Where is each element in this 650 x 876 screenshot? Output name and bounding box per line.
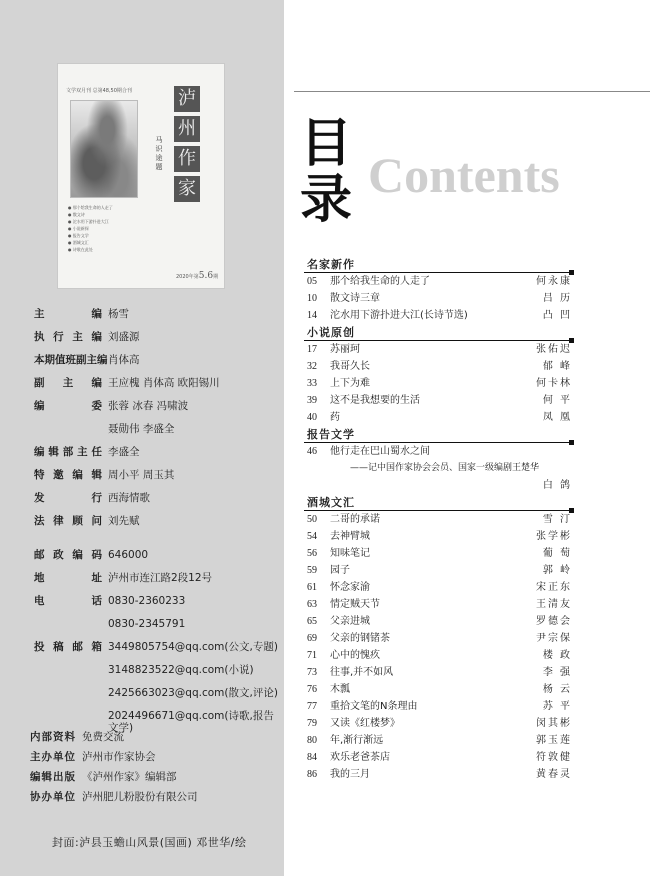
staff-label: 法律顾问 xyxy=(34,515,102,527)
top-divider xyxy=(294,91,650,92)
staff-value: 李盛全 xyxy=(108,446,140,458)
toc-page-number: 61 xyxy=(307,582,317,593)
section-divider xyxy=(304,340,572,341)
staff-label: 编委 xyxy=(34,400,102,412)
toc-entry xyxy=(307,511,572,528)
toc-article-title: 知味笔记 xyxy=(330,548,370,559)
staff-label: 主编 xyxy=(34,308,102,320)
section-divider xyxy=(304,442,572,443)
toc-article-title: 父亲进城 xyxy=(330,616,370,627)
toc-page-number: 14 xyxy=(307,310,317,321)
cover-logo-char: 作 xyxy=(174,146,200,172)
toc-page-number: 39 xyxy=(307,395,317,406)
staff-label: 特邀编辑 xyxy=(34,469,102,481)
cover-logo-char: 泸 xyxy=(174,86,200,112)
staff-value: 西海情歌 xyxy=(108,492,150,504)
cover-signature: 马识途题 xyxy=(155,136,163,172)
toc-author: 郁 峰 xyxy=(542,361,572,372)
toc-entry xyxy=(307,613,572,630)
staff-row xyxy=(34,515,284,527)
toc-author: 吕 历 xyxy=(542,293,572,304)
staff-value: 王应槐 肖体高 欧阳锡川 xyxy=(108,377,220,389)
toc-entry xyxy=(307,307,572,324)
toc-page-number: 40 xyxy=(307,412,317,423)
staff-row xyxy=(34,664,284,676)
toc-entry xyxy=(307,749,572,766)
toc-entry xyxy=(307,630,572,647)
toc-section-heading: 酒城文汇 xyxy=(307,496,355,509)
toc-entry xyxy=(307,715,572,732)
staff-row xyxy=(34,572,284,584)
staff-label: 地址 xyxy=(34,572,102,584)
publication-label: 协办单位 xyxy=(30,791,76,803)
toc-article-title: 散文诗三章 xyxy=(330,293,380,304)
toc-article-title: 那个给我生命的人走了 xyxy=(330,276,430,287)
toc-entry xyxy=(307,443,572,460)
toc-article-title: 药 xyxy=(330,412,340,423)
publication-row xyxy=(30,771,198,783)
toc-author: 张佑迟 xyxy=(536,344,572,355)
toc-page-number: 46 xyxy=(307,446,317,457)
staff-row xyxy=(34,618,284,630)
toc-title-char: 目 xyxy=(300,113,353,174)
toc-article-title: 木瓢 xyxy=(330,684,350,695)
toc-entry xyxy=(307,528,572,545)
toc-author: 李 强 xyxy=(542,667,572,678)
staff-row xyxy=(34,549,284,561)
toc-entry xyxy=(307,392,572,409)
cover-logo-char: 州 xyxy=(174,116,200,142)
toc-title-char: 录 xyxy=(300,169,353,230)
staff-row xyxy=(34,595,284,607)
staff-row xyxy=(34,354,284,366)
staff-value: 2024496671@qq.com(诗歌,报告文学) xyxy=(108,710,274,734)
toc-author: 何卡林 xyxy=(536,378,572,389)
toc-article-title: 往事,并不如风 xyxy=(330,667,394,678)
toc-entry xyxy=(307,579,572,596)
cover-issue xyxy=(176,271,218,281)
toc-page-number: 17 xyxy=(307,344,317,355)
staff-row xyxy=(34,377,284,389)
cover-logo-char: 家 xyxy=(174,176,200,202)
toc-page-number: 73 xyxy=(307,667,317,678)
staff-label: 发行 xyxy=(34,492,102,504)
toc-page-number xyxy=(307,477,330,494)
toc-entry xyxy=(307,477,572,494)
toc-author: 宋正东 xyxy=(536,582,572,593)
toc-entry xyxy=(307,460,572,477)
publication-value: 《泸州作家》编辑部 xyxy=(82,771,177,783)
staff-label xyxy=(34,664,108,676)
staff-row xyxy=(34,641,284,653)
cover-toc-line: ● 那个给我生命的人走了 xyxy=(68,204,113,211)
staff-value: 2425663023@qq.com(散文,评论) xyxy=(108,687,278,699)
toc-page-number: 79 xyxy=(307,718,317,729)
toc-author: 符敦健 xyxy=(536,752,572,763)
toc-section-heading: 名家新作 xyxy=(307,258,355,271)
toc-article-title: 上下为难 xyxy=(330,378,370,389)
section-divider xyxy=(304,272,572,273)
toc-article-title: 怀念家渝 xyxy=(330,582,370,593)
toc-page-number xyxy=(307,460,330,477)
toc-page-number: 86 xyxy=(307,769,317,780)
contents-word: Contents xyxy=(368,147,560,203)
toc-article-title xyxy=(330,477,512,494)
toc-page-number: 65 xyxy=(307,616,317,627)
staff-row xyxy=(34,423,284,435)
toc-title xyxy=(300,113,353,230)
toc-author: 王清友 xyxy=(536,599,572,610)
toc-article-title: 重拾文笔的N条理由 xyxy=(330,701,418,712)
staff-label xyxy=(34,618,108,630)
staff-value: 3148823522@qq.com(小说) xyxy=(108,664,254,676)
toc-author: 杨 云 xyxy=(542,684,572,695)
cover-toc-line: ● 小说新探 xyxy=(68,225,113,232)
toc-entry xyxy=(307,273,572,290)
publication-row xyxy=(30,791,198,803)
staff-label xyxy=(34,423,108,435)
toc-article-title: 又读《红楼梦》 xyxy=(330,718,400,729)
toc-article-title: 年,渐行渐远 xyxy=(330,735,384,746)
staff-label: 邮政编码 xyxy=(34,549,102,561)
staff-label: 副主编 xyxy=(34,377,102,389)
cover-toc-line: ● 诗歌在此处 xyxy=(68,246,113,253)
publication-label: 编辑出版 xyxy=(30,771,76,783)
publication-value: 免费交流 xyxy=(82,731,124,743)
toc-page-number: 77 xyxy=(307,701,317,712)
staff-label: 本期值班副主编 xyxy=(34,354,108,366)
toc-article-title: 欢乐老爸茶店 xyxy=(330,752,390,763)
staff-value: 杨雪 xyxy=(108,308,129,320)
staff-row xyxy=(34,400,284,412)
staff-value: 3449805754@qq.com(公文,专题) xyxy=(108,641,278,653)
toc-entry xyxy=(307,562,572,579)
toc-article-title: ——记中国作家协会会员、国家一级编剧王楚华 xyxy=(350,463,540,473)
toc-author: 苏 平 xyxy=(542,701,572,712)
cover-thumbnail xyxy=(58,64,224,288)
cover-credit: 封面:泸县玉蟾山风景(国画) 邓世华/绘 xyxy=(52,836,247,849)
toc-author: 何 平 xyxy=(542,395,572,406)
toc-entry xyxy=(307,290,572,307)
toc-article-title: 心中的愧疚 xyxy=(330,650,380,661)
staff-label: 编辑部主任 xyxy=(34,446,102,458)
cover-issue-suffix: 期 xyxy=(213,274,219,280)
publication-label: 内部资料 xyxy=(30,731,76,743)
toc-entry xyxy=(307,647,572,664)
toc-author: 楼 政 xyxy=(542,650,572,661)
toc-entry xyxy=(307,698,572,715)
toc-author: 葡 萄 xyxy=(542,548,572,559)
publication-value: 泸州肥儿粉股份有限公司 xyxy=(82,791,198,803)
toc-author xyxy=(539,460,572,477)
toc-entry xyxy=(307,409,572,426)
toc-section-heading: 报告文学 xyxy=(307,428,355,441)
toc-author: 罗德会 xyxy=(536,616,572,627)
staff-label xyxy=(34,687,108,699)
toc-page-number: 71 xyxy=(307,650,317,661)
toc-entry xyxy=(307,766,572,783)
staff-value: 刘盛源 xyxy=(108,331,140,343)
staff-row xyxy=(34,492,284,504)
toc-entry xyxy=(307,375,572,392)
toc-article-title: 沱水用下游扑进大江(长诗节选) xyxy=(330,310,468,321)
toc-article-title: 这不是我想要的生活 xyxy=(330,395,420,406)
toc-entry xyxy=(307,358,572,375)
toc-entry xyxy=(307,664,572,681)
toc-author: 白 鸽 xyxy=(542,480,572,491)
toc-author: 尹宗保 xyxy=(536,633,572,644)
staff-row xyxy=(34,331,284,343)
toc-page-number: 69 xyxy=(307,633,317,644)
toc-author: 雪 汀 xyxy=(542,514,572,525)
toc-article-title: 父亲的钢锗茶 xyxy=(330,633,390,644)
toc-entry xyxy=(307,596,572,613)
toc-author: 黄春灵 xyxy=(536,769,572,780)
toc-entry xyxy=(307,732,572,749)
publication-value: 泸州市作家协会 xyxy=(82,751,156,763)
toc-author: 郭玉莲 xyxy=(536,735,572,746)
toc-page-number: 10 xyxy=(307,293,317,304)
publication-label: 主办单位 xyxy=(30,751,76,763)
cover-toc xyxy=(68,204,113,253)
section-divider xyxy=(304,510,572,511)
toc-page-number: 33 xyxy=(307,378,317,389)
staff-row xyxy=(34,446,284,458)
toc-article-title: 他行走在巴山蜀水之间 xyxy=(330,446,430,457)
cover-painting xyxy=(70,100,138,198)
toc-section-heading: 小说原创 xyxy=(307,326,355,339)
staff-value: 0830-2360233 xyxy=(108,595,186,607)
cover-issue-prefix: 2020年第 xyxy=(176,274,199,280)
toc-article-title: 我哥久长 xyxy=(330,361,370,372)
toc-page-number: 63 xyxy=(307,599,317,610)
cover-issue-number: 5.6 xyxy=(198,271,214,281)
staff-label: 执行主编 xyxy=(34,331,102,343)
toc-page-number: 05 xyxy=(307,276,317,287)
toc-article-title: 情定贼天节 xyxy=(330,599,380,610)
staff-row xyxy=(34,687,284,699)
toc-author: 闵其彬 xyxy=(536,718,572,729)
staff-row xyxy=(34,469,284,481)
toc-page-number: 56 xyxy=(307,548,317,559)
staff-value: 张蓉 冰春 冯啸波 xyxy=(108,400,189,412)
staff-list xyxy=(34,308,284,745)
publication-row xyxy=(30,731,198,743)
masthead-panel xyxy=(0,0,284,876)
toc-article-title: 二哥的承诺 xyxy=(330,514,380,525)
toc-author: 凤 凰 xyxy=(542,412,572,423)
toc-article-title: 园子 xyxy=(330,565,350,576)
publication-row xyxy=(30,751,198,763)
toc-page-number: 32 xyxy=(307,361,317,372)
toc-article-title: 去神臂城 xyxy=(330,531,370,542)
cover-toc-line: ● 散文诗 xyxy=(68,211,113,218)
cover-toc-line: ● 报告文学 xyxy=(68,232,113,239)
toc-page-number: 84 xyxy=(307,752,317,763)
staff-value: 泸州市连江路2段12号 xyxy=(108,572,213,584)
cover-toc-line: ● 沱水用下游扑进大江 xyxy=(68,218,113,225)
staff-value: 周小平 周玉其 xyxy=(108,469,175,481)
toc-author xyxy=(512,443,572,460)
toc-author: 何永康 xyxy=(536,276,572,287)
toc-entry xyxy=(307,681,572,698)
toc-page-number: 76 xyxy=(307,684,317,695)
cover-toc-line: ● 酒城文汇 xyxy=(68,239,113,246)
toc-author: 张学彬 xyxy=(536,531,572,542)
toc-page-number: 50 xyxy=(307,514,317,525)
staff-row xyxy=(34,308,284,320)
toc-article-title: 苏丽珂 xyxy=(330,344,360,355)
toc-article-title: 我的三月 xyxy=(330,769,370,780)
toc-entry xyxy=(307,545,572,562)
staff-label: 电话 xyxy=(34,595,102,607)
toc-author: 凸 凹 xyxy=(542,310,572,321)
toc-page-number: 54 xyxy=(307,531,317,542)
table-of-contents xyxy=(307,256,572,783)
cover-logo xyxy=(174,86,204,206)
toc-author: 郭 岭 xyxy=(542,565,572,576)
toc-page-number: 80 xyxy=(307,735,317,746)
toc-entry xyxy=(307,341,572,358)
staff-value: 0830-2345791 xyxy=(108,618,186,630)
toc-page-number: 59 xyxy=(307,565,317,576)
publication-info xyxy=(30,731,198,811)
staff-label: 投稿邮箱 xyxy=(34,641,102,653)
staff-value: 646000 xyxy=(108,549,149,561)
staff-value: 聂勋伟 李盛全 xyxy=(108,423,175,435)
cover-top-text: 文学双月刊 总第48,50期合刊 xyxy=(66,88,132,94)
staff-value: 肖体高 xyxy=(108,354,140,366)
staff-value: 刘先赋 xyxy=(108,515,140,527)
